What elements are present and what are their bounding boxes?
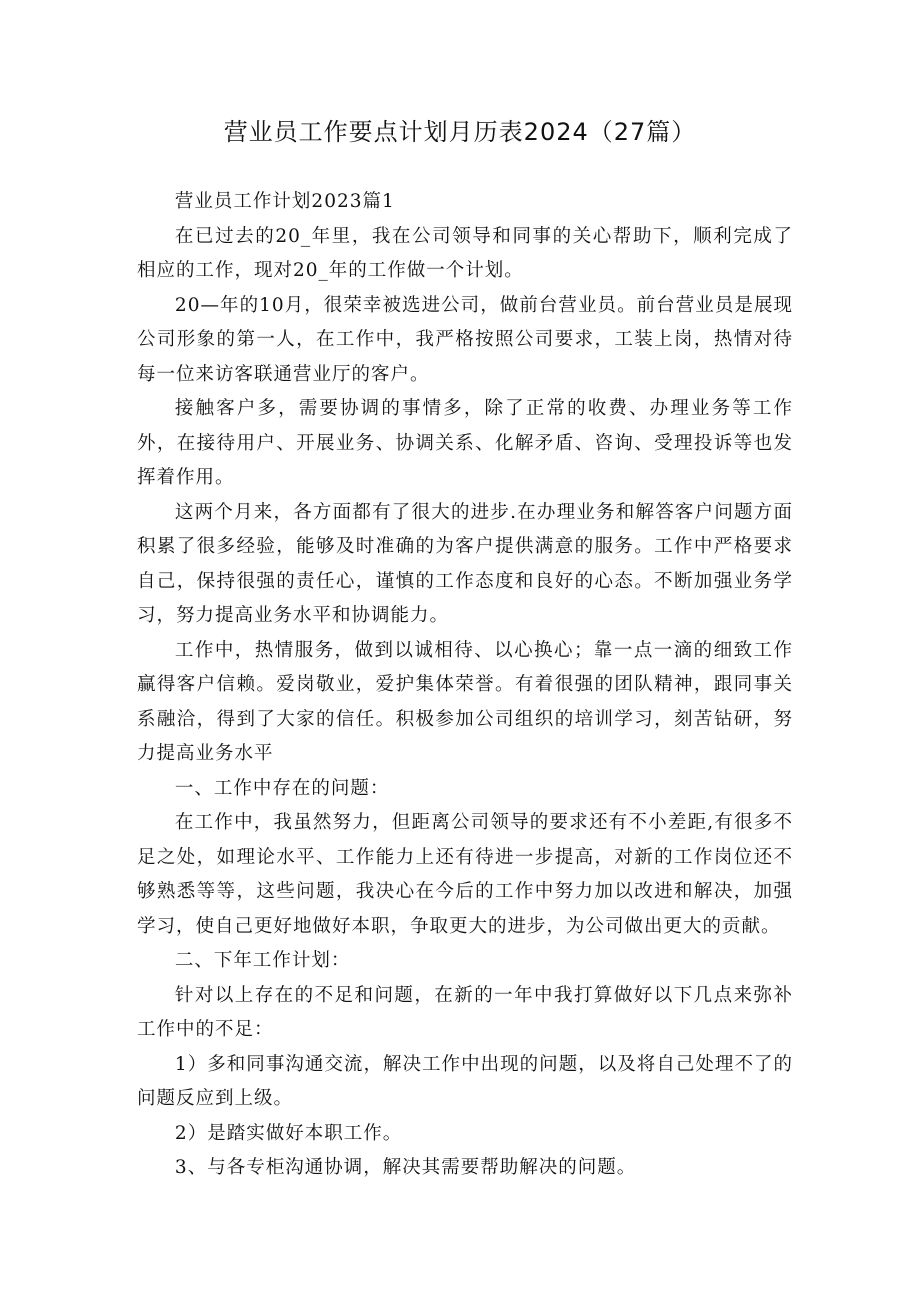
document-title: 营业员工作要点计划月历表2024（27篇） [223, 118, 697, 146]
paragraph: 工作中，热情服务，做到以诚相待、以心换心；靠一点一滴的细致工作赢得客户信赖。爱岗敬业，爱护集体荣誉。有着很强的团队精神，跟同事关系融洽，得到了大家的信任。积极参加公司组织的培训学习，刻苦钻研，努力提高业务水平 [137, 639, 793, 764]
paragraph: 3、与各专柜沟通协调，解决其需要帮助解决的问题。 [174, 1157, 637, 1178]
paragraph: 2）是踏实做好本职工作。 [174, 1122, 403, 1144]
section-heading: 营业员工作计划2023篇1 [174, 191, 395, 212]
paragraph: 1）多和同事沟通交流，解决工作中出现的问题，以及将自己处理不了的问题反应到上级。 [137, 1053, 793, 1109]
paragraph: 接触客户多，需要协调的事情多，除了正常的收费、办理业务等工作外，在接待用户、开展业务、协调关系、化解矛盾、咨询、受理投诉等也发挥着作用。 [137, 398, 793, 488]
paragraph: 在工作中，我虽然努力，但距离公司领导的要求还有不小差距,有很多不足之处，如理论水平、工作能力上还有待进一步提高，对新的工作岗位还不够熟悉等等，这些问题，我决心在今后的工作中努力加以改进和解决，加强学习，使自己更好地做好本职，争取更大的进步，为公司做出更大的贡献。 [137, 812, 793, 937]
paragraph: 在已过去的20_年里，我在公司领导和同事的关心帮助下，顺利完成了相应的工作，现对20_年的工作做一个计划。 [137, 225, 793, 281]
paragraph: 针对以上存在的不足和问题，在新的一年中我打算做好以下几点来弥补工作中的不足： [137, 984, 793, 1040]
paragraph: 一、工作中存在的问题： [174, 777, 390, 799]
paragraph: 20—年的10月，很荣幸被选进公司，做前台营业员。前台营业员是展现公司形象的第一人，在工作中，我严格按照公司要求，工装上岗，热情对待每一位来访客联通营业厅的客户。 [137, 294, 793, 385]
document-body [137, 185, 793, 1186]
paragraph: 这两个月来，各方面都有了很大的进步.在办理业务和解答客户问题方面积累了很多经验，能够及时准确的为客户提供满意的服务。工作中严格要求自己，保持很强的责任心，谨慎的工作态度和良好的心态。不断加强业务学习，努力提高业务水平和协调能力。 [137, 501, 793, 626]
paragraph: 二、下年工作计划： [174, 950, 351, 971]
